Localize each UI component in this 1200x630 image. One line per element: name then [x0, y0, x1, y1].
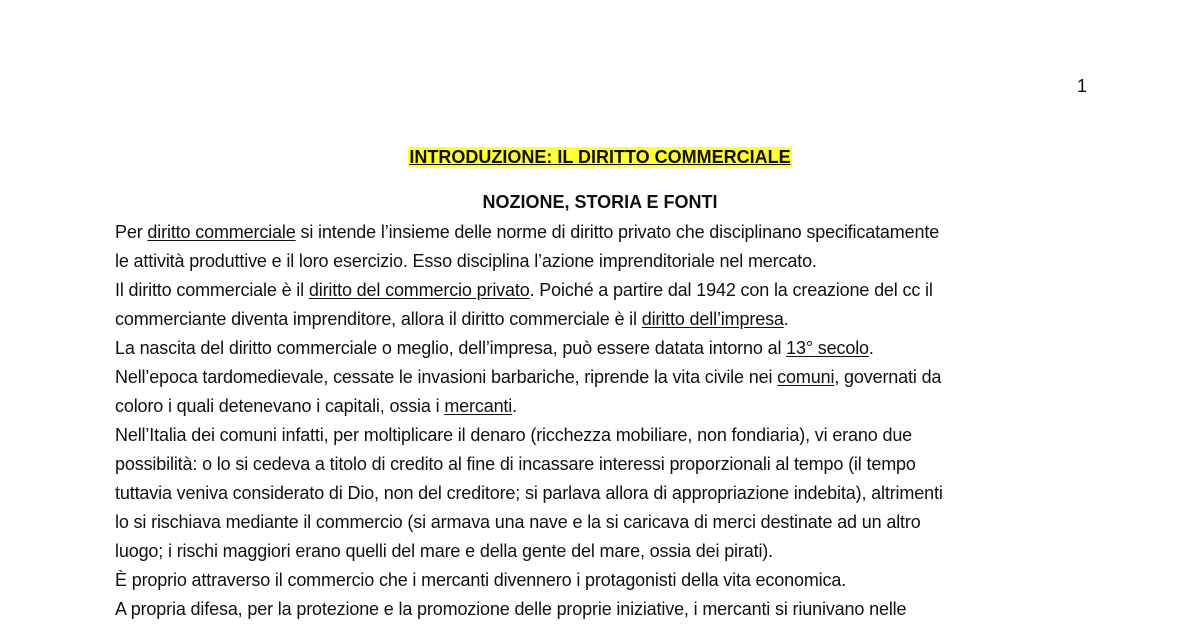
text-line — [115, 247, 1105, 276]
text-line — [115, 421, 1105, 450]
underlined-term: diritto del commercio privato — [308, 280, 530, 300]
text-segment: Nell’Italia dei comuni infatti, per moltiplicare il denaro (ricchezza mobiliare, non fondiaria), vi erano due — [115, 425, 913, 445]
underlined-term: diritto commerciale — [147, 222, 296, 242]
text-line — [115, 595, 1105, 624]
text-segment: . — [868, 338, 874, 358]
text-line — [115, 566, 1105, 595]
text-segment: A propria difesa, per la protezione e la promozione delle proprie iniziative, i mercanti si riunivano nelle — [115, 599, 907, 619]
text-segment: . — [512, 396, 517, 416]
text-segment: È proprio attraverso il commercio che i mercanti divennero i protagonisti della vita economica. — [115, 570, 847, 590]
text-line — [115, 334, 1105, 363]
text-line — [115, 218, 1105, 247]
text-segment: . — [783, 309, 789, 329]
document-title — [0, 144, 1200, 170]
text-line — [115, 305, 1105, 334]
underlined-term: comuni — [777, 367, 835, 387]
text-line — [115, 276, 1105, 305]
text-line — [115, 392, 1105, 421]
text-segment: Per — [115, 222, 148, 242]
text-segment: Nell’epoca tardomedievale, cessate le invasioni barbariche, riprende la vita civile nei — [115, 367, 778, 387]
text-segment: lo si rischiava mediante il commercio (si armava una nave e la si caricava di merci destinate ad un altro — [115, 512, 921, 532]
text-segment: La nascita del diritto commerciale o meglio, dell’impresa, può essere datata intorno al — [115, 338, 787, 358]
text-segment: , governati da — [834, 367, 942, 387]
document-subtitle: NOZIONE, STORIA E FONTI — [482, 192, 718, 212]
text-segment: si intende l’insieme delle norme di diritto privato che disciplinano specificatamente — [295, 222, 940, 242]
text-segment: . Poiché a partire dal 1942 con la creazione del cc il — [529, 280, 933, 300]
text-line — [115, 363, 1105, 392]
text-segment: commerciante diventa imprenditore, allora il diritto commerciale è il — [115, 309, 642, 329]
text-line — [115, 479, 1105, 508]
text-line — [115, 537, 1105, 566]
text-segment: Il diritto commerciale è il — [115, 280, 309, 300]
text-segment: coloro i quali detenevano i capitali, ossia i — [115, 396, 445, 416]
text-line — [115, 508, 1105, 537]
document-title-highlight: INTRODUZIONE: IL DIRITTO COMMERCIALE — [409, 147, 791, 167]
body-paragraphs — [115, 218, 1105, 624]
text-segment: tuttavia veniva considerato di Dio, non del creditore; si parlava allora di appropriazione indebita), altrimenti — [115, 483, 943, 503]
page-number: 1 — [1076, 76, 1087, 96]
underlined-term: 13° secolo — [786, 338, 869, 358]
text-line — [115, 450, 1105, 479]
text-segment: possibilità: o lo si cedeva a titolo di credito al fine di incassare interessi proporzionali al tempo (il tempo — [115, 454, 916, 474]
text-segment: le attività produttive e il loro esercizio. Esso disciplina l’azione imprenditoriale nel mercato. — [115, 251, 817, 271]
text-segment: luogo; i rischi maggiori erano quelli del mare e della gente del mare, ossia dei pirati). — [115, 541, 774, 561]
underlined-term: diritto dell’impresa — [641, 309, 784, 329]
underlined-term: mercanti — [444, 396, 513, 416]
